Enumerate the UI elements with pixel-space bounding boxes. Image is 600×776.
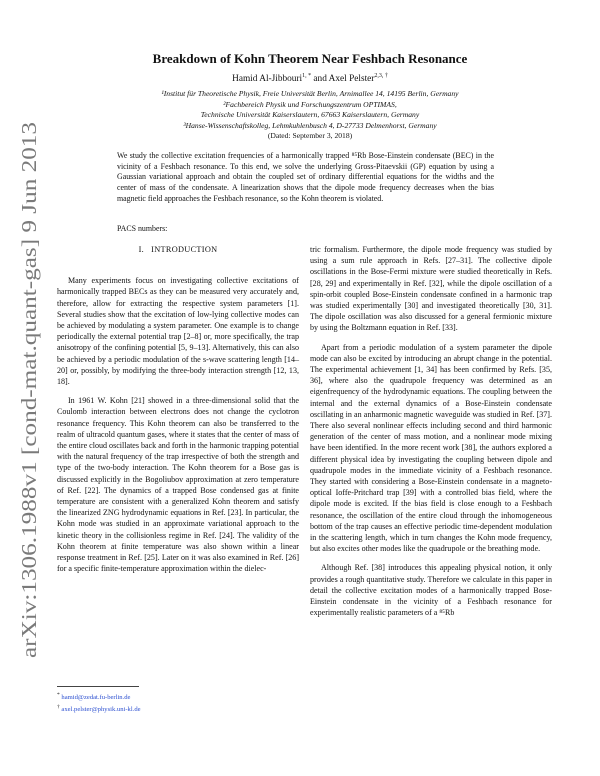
footnote-1 bbox=[57, 691, 299, 703]
arxiv-stamp-svg bbox=[2, 120, 54, 660]
footnote-rule bbox=[57, 686, 139, 687]
arxiv-stamp bbox=[2, 120, 54, 660]
left-column bbox=[57, 244, 299, 574]
email-link-1[interactable]: hamid@zedat.fu-berlin.de bbox=[61, 694, 131, 702]
paper-title: Breakdown of Kohn Theorem Near Feshbach Resonance bbox=[152, 51, 468, 66]
footnote-2-mark: † bbox=[57, 703, 60, 710]
affiliation-2-cont: Technische Universität Kaiserslautern, 67663 Kaiserslautern, Germany bbox=[200, 110, 420, 120]
abstract: We study the collective excitation frequencies of a harmonically trapped ⁸⁵Rb Bose-Einstein condensate (BEC) in the vicinity of a Feshbach resonance. To this end, we solve the underlying Gross-Pitaevskii (GP) equation by using a Gaussian variational approach and obtain the coupled set of ordinary differential equations for the widths and the center of mass of the condensate. A linearization shows that the dipole mode frequency decreases when the bias magnetic field approaches the Feshbach resonance, so the Kohn theorem is violated. bbox=[117, 151, 494, 203]
intro-paragraph-5: Although Ref. [38] introduces this appealing physical notion, it only provides a rough quantitative study. Therefore we calculate in this paper in detail the collective excitation modes of a harmonically trapped Bose-Einstein condensate in the vicinity of a Feshbach resonance for experimentally realistic parameters of a ⁸⁵Rb bbox=[310, 563, 552, 618]
intro-paragraph-3: tric formalism. Furthermore, the dipole mode frequency was studied by using a sum rule approach in Refs. [27–31]. The collective dipole oscillations in the Bose-Fermi mixture were studied theoretically in Refs. [28, 29] and experimentally in Ref. [32], while the dipole oscillation of a spin-orbit coupled Bose-Einstein condensate confined in a harmonic trap was studied experimentally [30] and investigated theoretically [30, 31]. The dipole oscillation was also discussed for a general fermionic mixture by using the Boltzmann equation in Ref. [33]. bbox=[310, 245, 552, 333]
intro-paragraph-1: Many experiments focus on investigating collective excitations of harmonically trapped BECs as they can be measured very accurately and, therefore, allow for extracting the respective system parameters [1]. Several studies show that the excitation of low-lying collective modes can be achieved by modulating a system parameter. One example is to change periodically the external potential trap [2–8] or, more specifically, the trap anisotropy of the confining potential [5, 9–13]. Alternatively, this can also be achieved by a periodic modulation of the s-wave scattering length [14–20] or, possibly, by modifying the three-body interaction strength [12, 13, 18]. bbox=[57, 276, 299, 387]
right-column bbox=[310, 244, 552, 619]
intro-paragraph-2: In 1961 W. Kohn [21] showed in a three-dimensional solid that the Coulomb interaction between electrons does not change the cyclotron resonance frequency. This Kohn theorem can also be transferred to the realm of ultracold quantum gases, where it states that the center of mass of the entire cloud oscillates back and forth in the harmonic trapping potential with the natural frequency of the trap irrespective of both the strength and type of the two-body interaction. The Kohn theorem for a Bose gas is discussed explicitly in the Bogoliubov approximation at zero temperature of Ref. [22]. The dynamics of a trapped Bose condensed gas at finite temperature are consistent with a generalized Kohn theorem and satisfy the linearized ZNG hydrodynamic equations in Ref. [23]. In particular, the Kohn mode was studied in an approximate variational approach to the kinetic theory in the collisionless regime in Ref. [24]. The validity of the Kohn theorem at finite temperature was also shown within a linear response treatment in Ref. [25]. Later on it was also examined in Ref. [26] for a specific finite-temperature approximation within the dielec- bbox=[57, 396, 299, 574]
email-link-2[interactable]: axel.pelster@physik.uni-kl.de bbox=[61, 705, 141, 713]
arxiv-stamp-text: arXiv:1306.1988v1 [cond-mat.quant-gas] 9 Jun 2013 bbox=[17, 211, 41, 658]
footnotes bbox=[57, 686, 299, 714]
pacs-numbers: PACS numbers: bbox=[117, 224, 168, 233]
section-number: I. bbox=[138, 245, 145, 254]
author-2: Axel Pelster bbox=[328, 74, 375, 85]
dated-line: (Dated: September 3, 2018) bbox=[267, 131, 353, 141]
footnote-2 bbox=[57, 703, 299, 715]
affiliation-1: ¹Institut für Theoretische Physik, Freie Universität Berlin, Arnimallee 14, 14195 Berlin, Germany bbox=[161, 89, 459, 98]
affiliation-2: ²Fachbereich Physik und Forschungszentrum OPTIMAS, bbox=[223, 99, 397, 109]
affiliation-3: ³Hanse-Wissenschaftskolleg, Lehmkuhlenbusch 4, D-27733 Delmenhorst, Germany bbox=[183, 120, 437, 130]
intro-paragraph-4: Apart from a periodic modulation of a system parameter the dipole mode can also be excited by introducing an abrupt change in the potential. The experimental achievement [1, 34] has been confirmed by Refs. [35, 36], where also the quadrupole frequency was determined as an eigenfrequency of the hydrodynamic equations. The coupling between the internal and the external dynamics of a Bose-Einstein condensate oscillating in an anharmonic magnetic waveguide was studied in Ref. [37]. There also several nonlinear effects including second and third harmonic generation of the center of mass motion, and a nonlinear mode mixing have been identified. In the more recent work [38], the authors explored a different physical idea by investigating the coupling between dipole and quadrupole modes in the immediate vicinity of a Feshbach resonance. They started with considering a Bose-Einstein condensate in a magneto-optical Ioffe-Pritchard trap [39] with a controlled bias field, where the dipole mode is excited. If the bias field is close enough to a Feshbach resonance, the oscillation of the entire cloud through the inhomogeneous bottom of the trap causes an effective periodic time-dependent modulation in the scattering length, which in turn changes the Kohn mode frequency, but also excites other modes like the quadrupole or the breathing mode. bbox=[310, 342, 552, 554]
footnote-1-mark: * bbox=[57, 692, 60, 698]
section-title: INTRODUCTION bbox=[151, 245, 218, 254]
section-heading bbox=[57, 244, 299, 255]
author-1: Hamid Al-Jibbouri bbox=[232, 74, 303, 85]
author-2-marks: 2,3, † bbox=[374, 73, 388, 79]
authors-and: and bbox=[313, 74, 327, 85]
affiliations bbox=[80, 89, 540, 142]
authors-line bbox=[80, 73, 540, 84]
author-1-marks: 1, * bbox=[302, 73, 312, 79]
